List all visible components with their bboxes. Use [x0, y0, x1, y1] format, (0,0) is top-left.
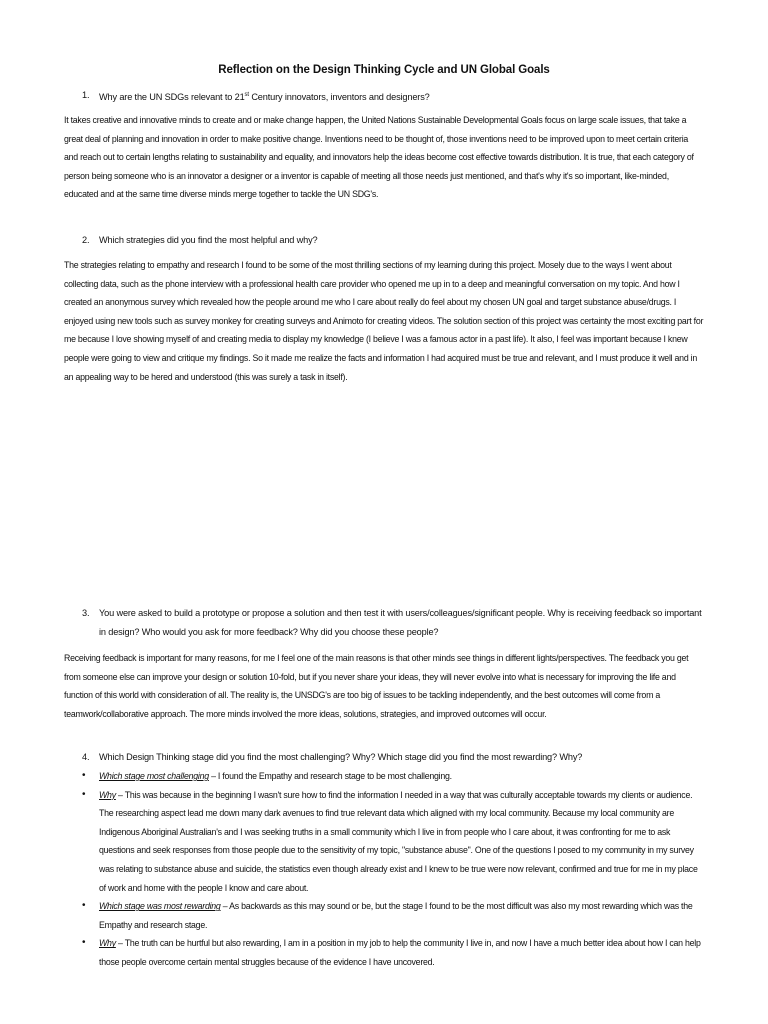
question-text: Why are the UN SDGs relevant to 21st Century innovators, inventors and designers?	[99, 92, 430, 103]
bullet-lead: Why	[99, 938, 116, 949]
question-text: Which strategies did you find the most helpful and why?	[99, 235, 318, 245]
bullet-text: – This was because in the beginning I wasn't sure how to find the information I needed in a way that was culturally acceptable towards my clients or audience. The researching aspect lead me down many dark avenues to find true relevant data which aligned with my local community. Because my local community are Indigenous Aboriginal Australian's and I was seeking truths in a small community which I live in from people who I care about, it was confronting for me to ask questions and seek responses from those people due to the sensitivity of my topic, "substance abuse". One of the questions I posed to my community in my survey was relating to substance abuse and suicide, the statistics even though already exist and I knew to be true were now relevant, confirmed and true for me in my place of work and home with the people I know and care about.	[99, 789, 698, 893]
answer-4-bullets	[82, 767, 704, 972]
bullet-text: – As backwards as this may sound or be, but the stage I found to be the most difficult was also my most rewarding which was the Empathy and research stage.	[99, 901, 693, 930]
answer-2: The strategies relating to empathy and research I found to be some of the most thrilling sections of my learning during this project. Mosely due to the ways I went about collecting data, such as the phone interview with a professional health care provider who opened me up in to a deep and meaningful conversation on my topic. And how I created an anonymous survey which revealed how the people around me who I care about really do feel about my chosen UN goal and target substance abuse/drugs. I enjoyed using new tools such as survey monkey for creating surveys and Animoto for creating videos. The solution section of this project was certainty the most exciting part for me because I love showing myself of and creating media to display my knowledge (I believe I was a famous actor in a past life). It also, I feel was important because I knew people were going to view and critique my findings. So it made me realize the facts and information I had acquired must be true and relevant, and I must produce it well and in an appealing way to be hered and understood (this was surely a task in itself).	[64, 260, 704, 382]
bullet-item	[82, 934, 704, 971]
answer-1: It takes creative and innovative minds to create and or make change happen, the United Nations Sustainable Developmental Goals focus on large scale issues, that take a great deal of planning and innovation in order to make positive change. Inventions need to be thought of, those inventions need to be improved upon to meet certain criteria and reach out to certain lengths relating to sustainability and equality, and innovators help the ideas become cost effective towards distribution. It is true, that each category of person being someone who is an innovator a designer or a inventor is capable of meeting all those needs just mentioned, and that's why it's so important, like-minded, educated and at the same time diverse minds merge together to tackle the UN SDG's.	[64, 115, 694, 200]
bullet-lead: Why	[99, 789, 116, 800]
question-text: Which Design Thinking stage did you find the most challenging? Why? Which stage did you find the most rewarding? Why?	[99, 752, 583, 762]
bullet-lead: Which stage was most rewarding	[99, 901, 221, 912]
question-text: You were asked to build a prototype or propose a solution and then test it with users/colleagues/significant people. Why is receiving feedback so important in design? Who would you ask for more feedback? Why did you choose these people?	[99, 608, 702, 637]
answer-3: Receiving feedback is important for many reasons, for me I feel one of the main reasons is that other minds see things in different lights/perspectives. The feedback you get from someone else can improve your design or solution 10-fold, but if you never share your ideas, they will never evolve into what is necessary for improving the life and function of this world with consideration of all. The reality is, the UNSDG's are too big of issues to be tackling independently, and the best outcomes will come from a teamwork/collaborative approach. The more minds involved the more ideas, solutions, strategies, and improved outcomes will occur.	[64, 653, 689, 719]
bullet-item	[82, 897, 704, 934]
document-title: Reflection on the Design Thinking Cycle and UN Global Goals	[218, 64, 550, 76]
question-number: 1.	[82, 90, 90, 100]
bullet-item	[82, 786, 704, 898]
question-2	[82, 231, 704, 250]
bullet-lead: Which stage most challenging	[99, 771, 209, 781]
question-number: 4.	[82, 752, 90, 762]
bullet-text: – The truth can be hurtful but also rewarding, I am in a position in my job to help the community I live in, and now I have a much better idea about how I can help those people overcome certain mental struggles because of the evidence I have uncovered.	[99, 938, 701, 967]
question-4	[82, 748, 704, 767]
question-3	[82, 604, 704, 641]
question-number: 3.	[82, 608, 90, 618]
bullet-item	[82, 767, 704, 786]
bullet-text: – I found the Empathy and research stage to be most challenging.	[208, 771, 452, 781]
question-1	[82, 86, 704, 107]
question-number: 2.	[82, 235, 90, 245]
